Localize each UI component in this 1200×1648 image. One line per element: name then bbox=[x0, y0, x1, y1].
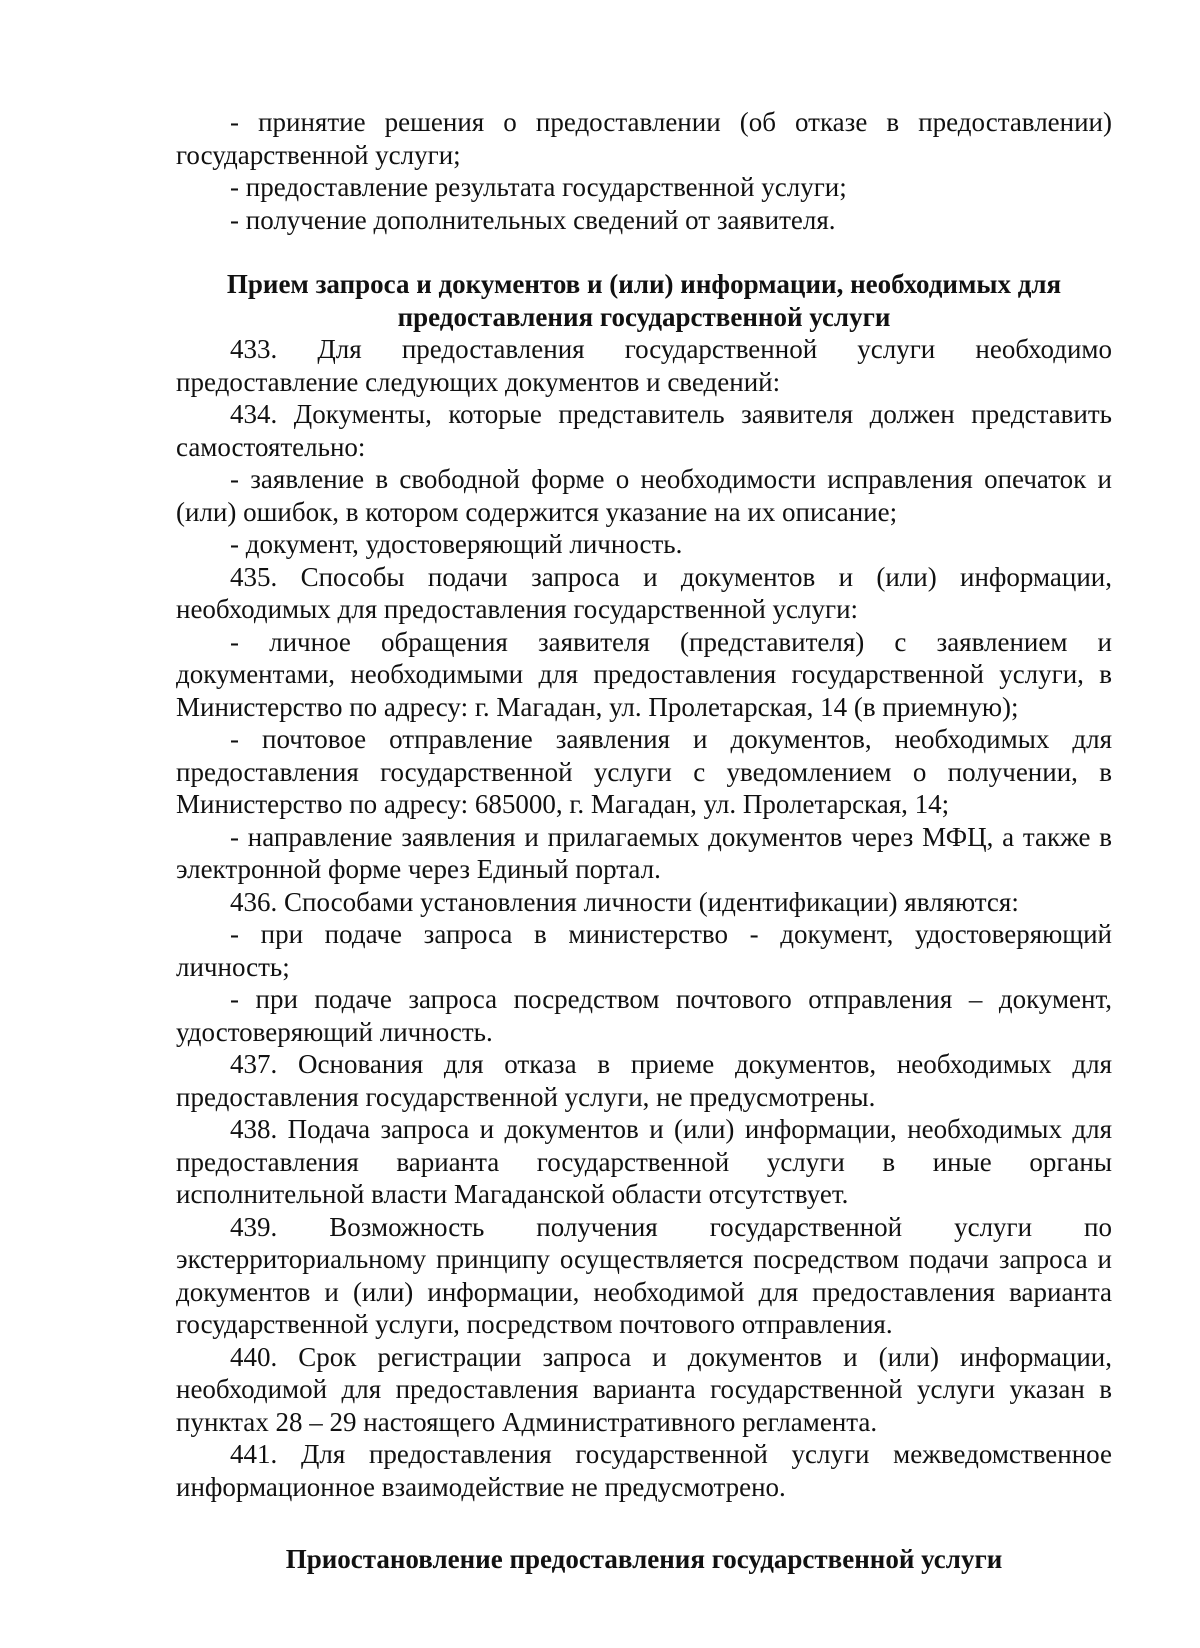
intro-item: - получение дополнительных сведений от заявителя. bbox=[230, 204, 836, 235]
list-item: - при подаче запроса в министерство - документ, удостоверяющий личность; bbox=[176, 919, 1112, 982]
intro-item: - предоставление результата государственной услуги; bbox=[230, 172, 847, 202]
paragraph-439: 439. Возможность получения государственной услуги по экстерриториальному принципу осуществляется посредством подачи запроса и документов и (или) информации, необходимой для предоставления варианта государственной услуги, посредством почтового отправления. bbox=[176, 1211, 1112, 1339]
document-page bbox=[176, 106, 1112, 1576]
paragraph-434: 434. Документы, которые представитель заявителя должен представить самостоятельно: bbox=[176, 399, 1112, 462]
paragraph-436: 436. Способами установления личности (идентификации) являются: bbox=[230, 886, 1019, 917]
list-item: - почтовое отправление заявления и документов, необходимых для предоставления государственной услуги с уведомлением о получении, в Министерство по адресу: 685000, г. Магадан, ул. Пролетарская, 14; bbox=[176, 724, 1112, 819]
section-heading: Прием запроса и документов и (или) информации, необходимых для предоставления государственной услуги bbox=[226, 269, 1062, 332]
spacer bbox=[176, 236, 1112, 268]
paragraph-435: 435. Способы подачи запроса и документов и (или) информации, необходимых для предоставления государственной услуги: bbox=[176, 561, 1112, 624]
paragraph-441: 441. Для предоставления государственной услуги межведомственное информационное взаимодействие не предусмотрено. bbox=[176, 1439, 1112, 1502]
paragraph-440: 440. Срок регистрации запроса и документов и (или) информации, необходимой для предоставления варианта государственной услуги указан в пунктах 28 – 29 настоящего Административного регламента. bbox=[176, 1341, 1112, 1437]
list-item: - направление заявления и прилагаемых документов через МФЦ, а также в электронной форме через Единый портал. bbox=[176, 821, 1112, 884]
list-item: - документ, удостоверяющий личность. bbox=[230, 529, 683, 559]
spacer bbox=[176, 1503, 1112, 1543]
list-item: - при подаче запроса посредством почтового отправления – документ, удостоверяющий личность. bbox=[176, 984, 1112, 1047]
list-item: - личное обращения заявителя (представителя) с заявлением и документами, необходимыми для предоставления государственной услуги, в Министерство по адресу: г. Магадан, ул. Пролетарская, 14 (в приемную); bbox=[176, 626, 1112, 722]
section-heading: Приостановление предоставления государственной услуги bbox=[285, 1544, 1003, 1574]
paragraph-433: 433. Для предоставления государственной услуги необходимо предоставление следующих документов и сведений: bbox=[176, 334, 1112, 397]
list-item: - заявление в свободной форме о необходимости исправления опечаток и (или) ошибок, в котором содержится указание на их описание; bbox=[176, 464, 1112, 527]
paragraph-438: 438. Подача запроса и документов и (или) информации, необходимых для предоставления варианта государственной услуги в иные органы исполнительной власти Магаданской области отсутствует. bbox=[176, 1114, 1112, 1209]
intro-item: - принятие решения о предоставлении (об отказе в предоставлении) государственной услуги; bbox=[176, 107, 1112, 170]
paragraph-437: 437. Основания для отказа в приеме документов, необходимых для предоставления государственной услуги, не предусмотрены. bbox=[176, 1049, 1112, 1112]
